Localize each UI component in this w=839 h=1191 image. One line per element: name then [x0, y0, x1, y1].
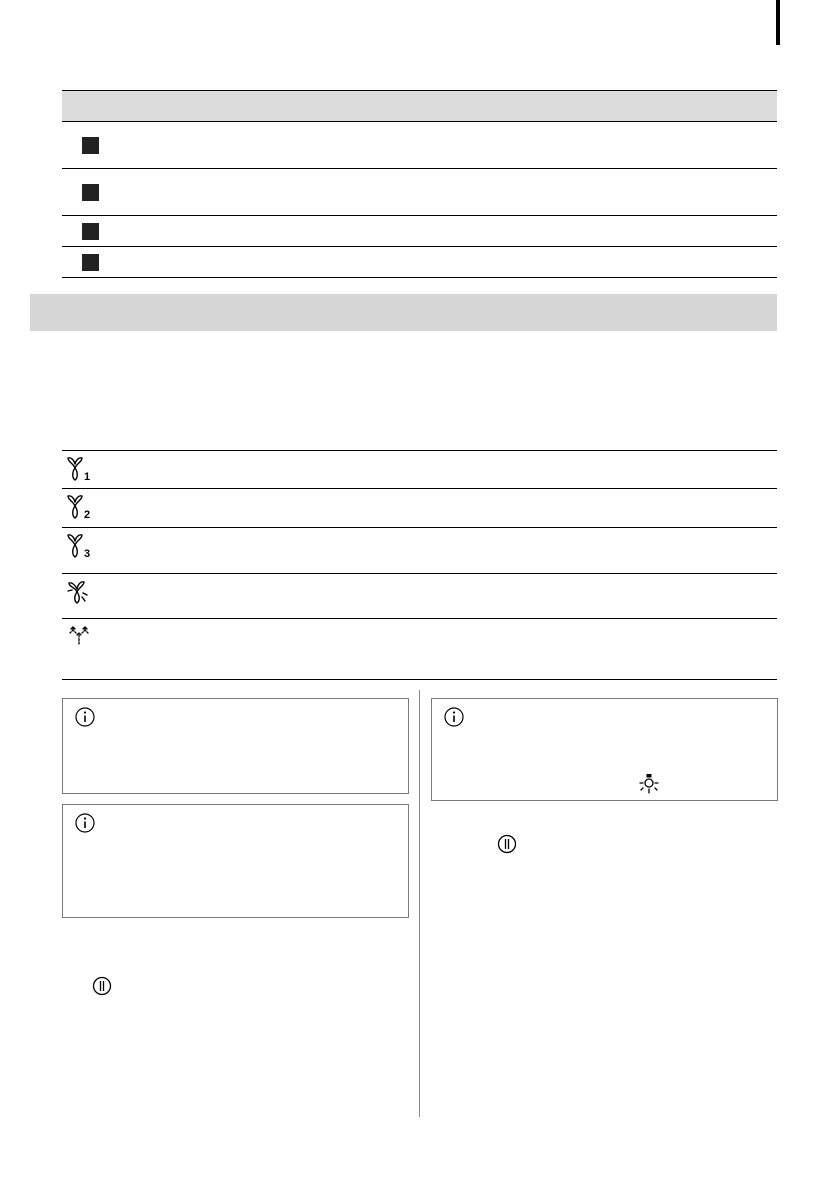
filled-square-icon: [82, 137, 99, 154]
top-table-row: [62, 247, 777, 278]
info-icon: [444, 707, 464, 727]
filled-square-icon: [82, 184, 99, 201]
fan-speed-1-icon: [65, 454, 99, 484]
fan-intensive-icon: [65, 577, 99, 607]
fan-speed-subscript: 1: [84, 471, 91, 483]
filled-square-icon: [82, 223, 99, 240]
power-icon: [92, 976, 112, 996]
section-heading-bar: [30, 294, 777, 331]
page-corner-mark: [776, 0, 780, 45]
filled-square-icon: [82, 254, 99, 271]
table-row: [62, 528, 777, 574]
fan-speed-subscript: 2: [84, 509, 91, 521]
fan-speed-3-icon: [65, 531, 99, 561]
info-icon: [75, 813, 95, 833]
fan-speed-table: [62, 450, 777, 680]
table-row: [62, 574, 777, 619]
info-note: [62, 698, 409, 794]
power-icon: [497, 834, 517, 854]
column-divider: [419, 690, 420, 1117]
light-icon: [637, 773, 661, 795]
steam-arrows-icon: [65, 622, 99, 652]
table-row: [62, 451, 777, 489]
table-row: [62, 489, 777, 528]
info-note: [62, 804, 409, 918]
fan-speed-subscript: 3: [84, 548, 91, 560]
info-note: [431, 698, 778, 801]
fan-speed-2-icon: [65, 492, 99, 522]
top-table-header: [62, 90, 777, 122]
top-table-row: [62, 122, 777, 169]
top-table-row: [62, 216, 777, 247]
top-table: [62, 90, 777, 278]
info-icon: [75, 707, 95, 727]
table-row: [62, 619, 777, 680]
top-table-row: [62, 169, 777, 216]
